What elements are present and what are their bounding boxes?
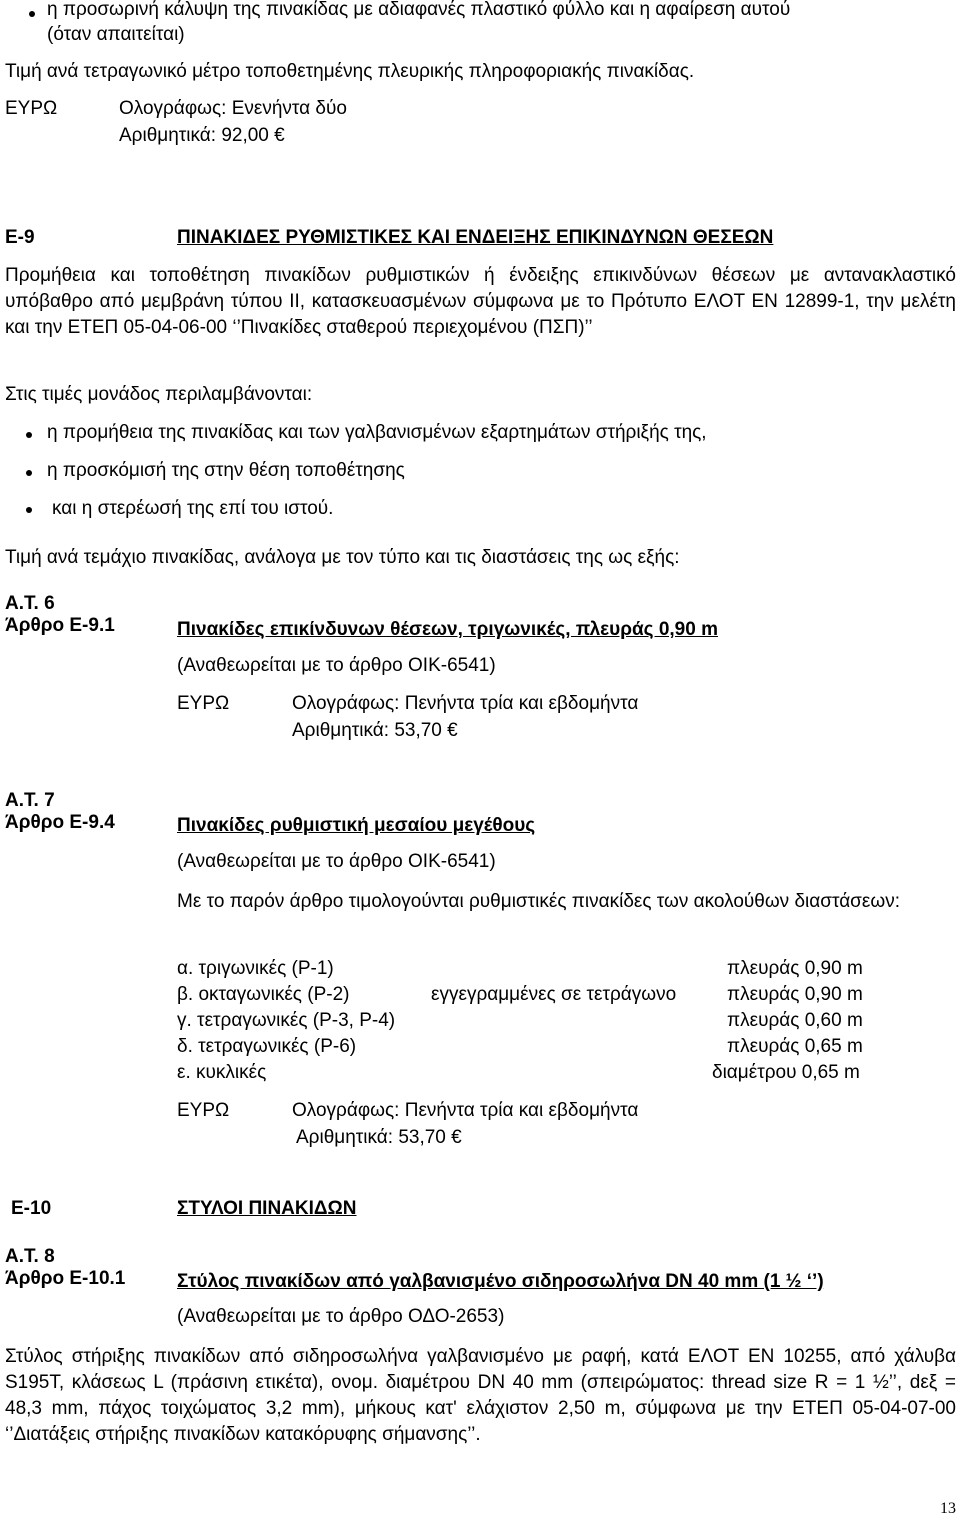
currency-label: ΕΥΡΩ [5,98,58,119]
dimension-item-size: πλευράς 0,65 m [727,1036,863,1057]
include-item: και η στερέωσή της επί του ιστού. [52,498,334,519]
at-number: Α.Τ. 8 [5,1246,55,1267]
article-description: Με το παρόν άρθρο τιμολογούνται ρυθμιστικές πινακίδες των ακολούθων διαστάσεων: [177,891,900,912]
dimension-item-note: εγγεγραμμένες σε τετράγωνο [431,984,677,1005]
price-in-words: Ολογράφως: Πενήντα τρία και εβδομήντα [292,1100,639,1121]
section-intro: Προμήθεια και τοποθέτηση πινακίδων ρυθμιστικών ή ένδειξης επικινδύνων θέσεων με αντανακλαστικό υπόβαθρο από μεμβράνη τύπου ΙΙ, κατασκευασμένων σύμφωνα με το Πρότυπο ΕΛΟΤ ΕΝ 12899-1, την μελέτη και την ΕΤΕΠ 05-04-06-00 ‘’Πινακίδες σταθερού περιεχομένου (ΠΣΠ)’’ [5,265,956,338]
currency-label: ΕΥΡΩ [177,1100,230,1121]
price-numeric: Αριθμητικά: 53,70 € [292,720,458,741]
section-title: ΠΙΝΑΚΙΔΕΣ ΡΥΘΜΙΣΤΙΚΕΣ ΚΑΙ ΕΝΔΕΙΞΗΣ ΕΠΙΚΙΝΔΥΝΩΝ ΘΕΣΕΩΝ [177,227,774,248]
dimension-item-label: γ. τετραγωνικές (Ρ-3, Ρ-4) [177,1010,396,1031]
bullet-dot [26,432,32,438]
article-title: Στύλος πινακίδων από γαλβανισμένο σιδηροσωλήνα DN 40 mm (1 ½ ‘’) [177,1271,824,1292]
at-number: Α.Τ. 7 [5,790,55,811]
article-description: Στύλος στήριξης πινακίδων από σιδηροσωλήνα γαλβανισμένο με ραφή, κατά ΕΛΟΤ ΕΝ 10255, από χάλυβα S195T, κλάσεως L (πράσινη ετικέτα), ονομ. διαμέτρου DN 40 mm (σπειρώματος: thread size R = 1 ½’’, dεξ = 48,3 mm, πάχος τοιχώματος 3,2 mm), μήκους κατ' ελάχιστον 2,50 m, σύμφωνα με την ΕΤΕΠ 05-04-07-00 ‘’Διατάξεις στήριξης πινακίδων κατακόρυφης σήμανσης’’. [5,1346,956,1445]
bullet-text-covering-cont: (όταν απαιτείται) [47,24,185,45]
revision-note: (Αναθεωρείται με το άρθρο ΟΙΚ-6541) [177,851,496,872]
article-title: Πινακίδες επικίνδυνων θέσεων, τριγωνικές, πλευράς 0,90 m [177,619,718,640]
dimension-item-size: πλευράς 0,60 m [727,1010,863,1031]
dimension-item-size: πλευράς 0,90 m [727,984,863,1005]
revision-note: (Αναθεωρείται με το άρθρο ΟΙΚ-6541) [177,655,496,676]
article-number: Άρθρο Ε-10.1 [5,1268,126,1289]
dimension-item-label: ε. κυκλικές [177,1062,267,1083]
currency-label: ΕΥΡΩ [177,693,230,714]
euro-icon: € [451,1127,462,1148]
bullet-dot [26,470,32,476]
section-code: Ε-9 [5,227,35,248]
price-in-words: Ολογράφως: Πενήντα τρία και εβδομήντα [292,693,639,714]
price-numeric: Αριθμητικά: 53,70 € [296,1127,462,1148]
dimension-item-size: διαμέτρου 0,65 m [712,1062,860,1083]
include-item: η προμήθεια της πινακίδας και των γαλβανισμένων εξαρτημάτων στήριξής της, [47,422,707,443]
bullet-text-covering: η προσωρινή κάλυψη της πινακίδας με αδιαφανές πλαστικό φύλλο και η αφαίρεση αυτού [47,0,791,20]
page-number: 13 [940,1500,956,1517]
euro-icon: € [274,125,285,146]
revision-note: (Αναθεωρείται με το άρθρο ΟΔΟ-2653) [177,1306,505,1327]
dimension-item-label: δ. τετραγωνικές (Ρ-6) [177,1036,357,1057]
dimension-item-size: πλευράς 0,90 m [727,958,863,979]
includes-label: Στις τιμές μονάδος περιλαμβάνονται: [5,384,313,405]
section-title: ΣΤΥΛΟΙ ΠΙΝΑΚΙΔΩΝ [177,1198,357,1219]
price-per-piece: Τιμή ανά τεμάχιο πινακίδας, ανάλογα με τον τύπο και τις διαστάσεις της ως εξής: [5,547,680,568]
bullet-dot [26,507,32,513]
dimension-item-label: β. οκταγωνικές (Ρ-2) [177,984,350,1005]
price-numeric: Αριθμητικά: 92,00 € [119,125,285,146]
price-in-words: Ολογράφως: Ενενήντα δύο [119,98,347,119]
include-item: η προσκόμισή της στην θέση τοποθέτησης [47,460,405,481]
bullet-dot [29,11,35,17]
euro-icon: € [447,720,458,741]
dimension-item-label: α. τριγωνικές (Ρ-1) [177,958,334,979]
article-number: Άρθρο Ε-9.4 [5,812,115,833]
section-code: Ε-10 [11,1198,52,1219]
article-title: Πινακίδες ρυθμιστική μεσαίου μεγέθους [177,815,536,836]
price-description: Τιμή ανά τετραγωνικό μέτρο τοποθετημένης πλευρικής πληροφοριακής πινακίδας. [5,61,695,82]
article-number: Άρθρο Ε-9.1 [5,615,115,636]
at-number: Α.Τ. 6 [5,593,55,614]
